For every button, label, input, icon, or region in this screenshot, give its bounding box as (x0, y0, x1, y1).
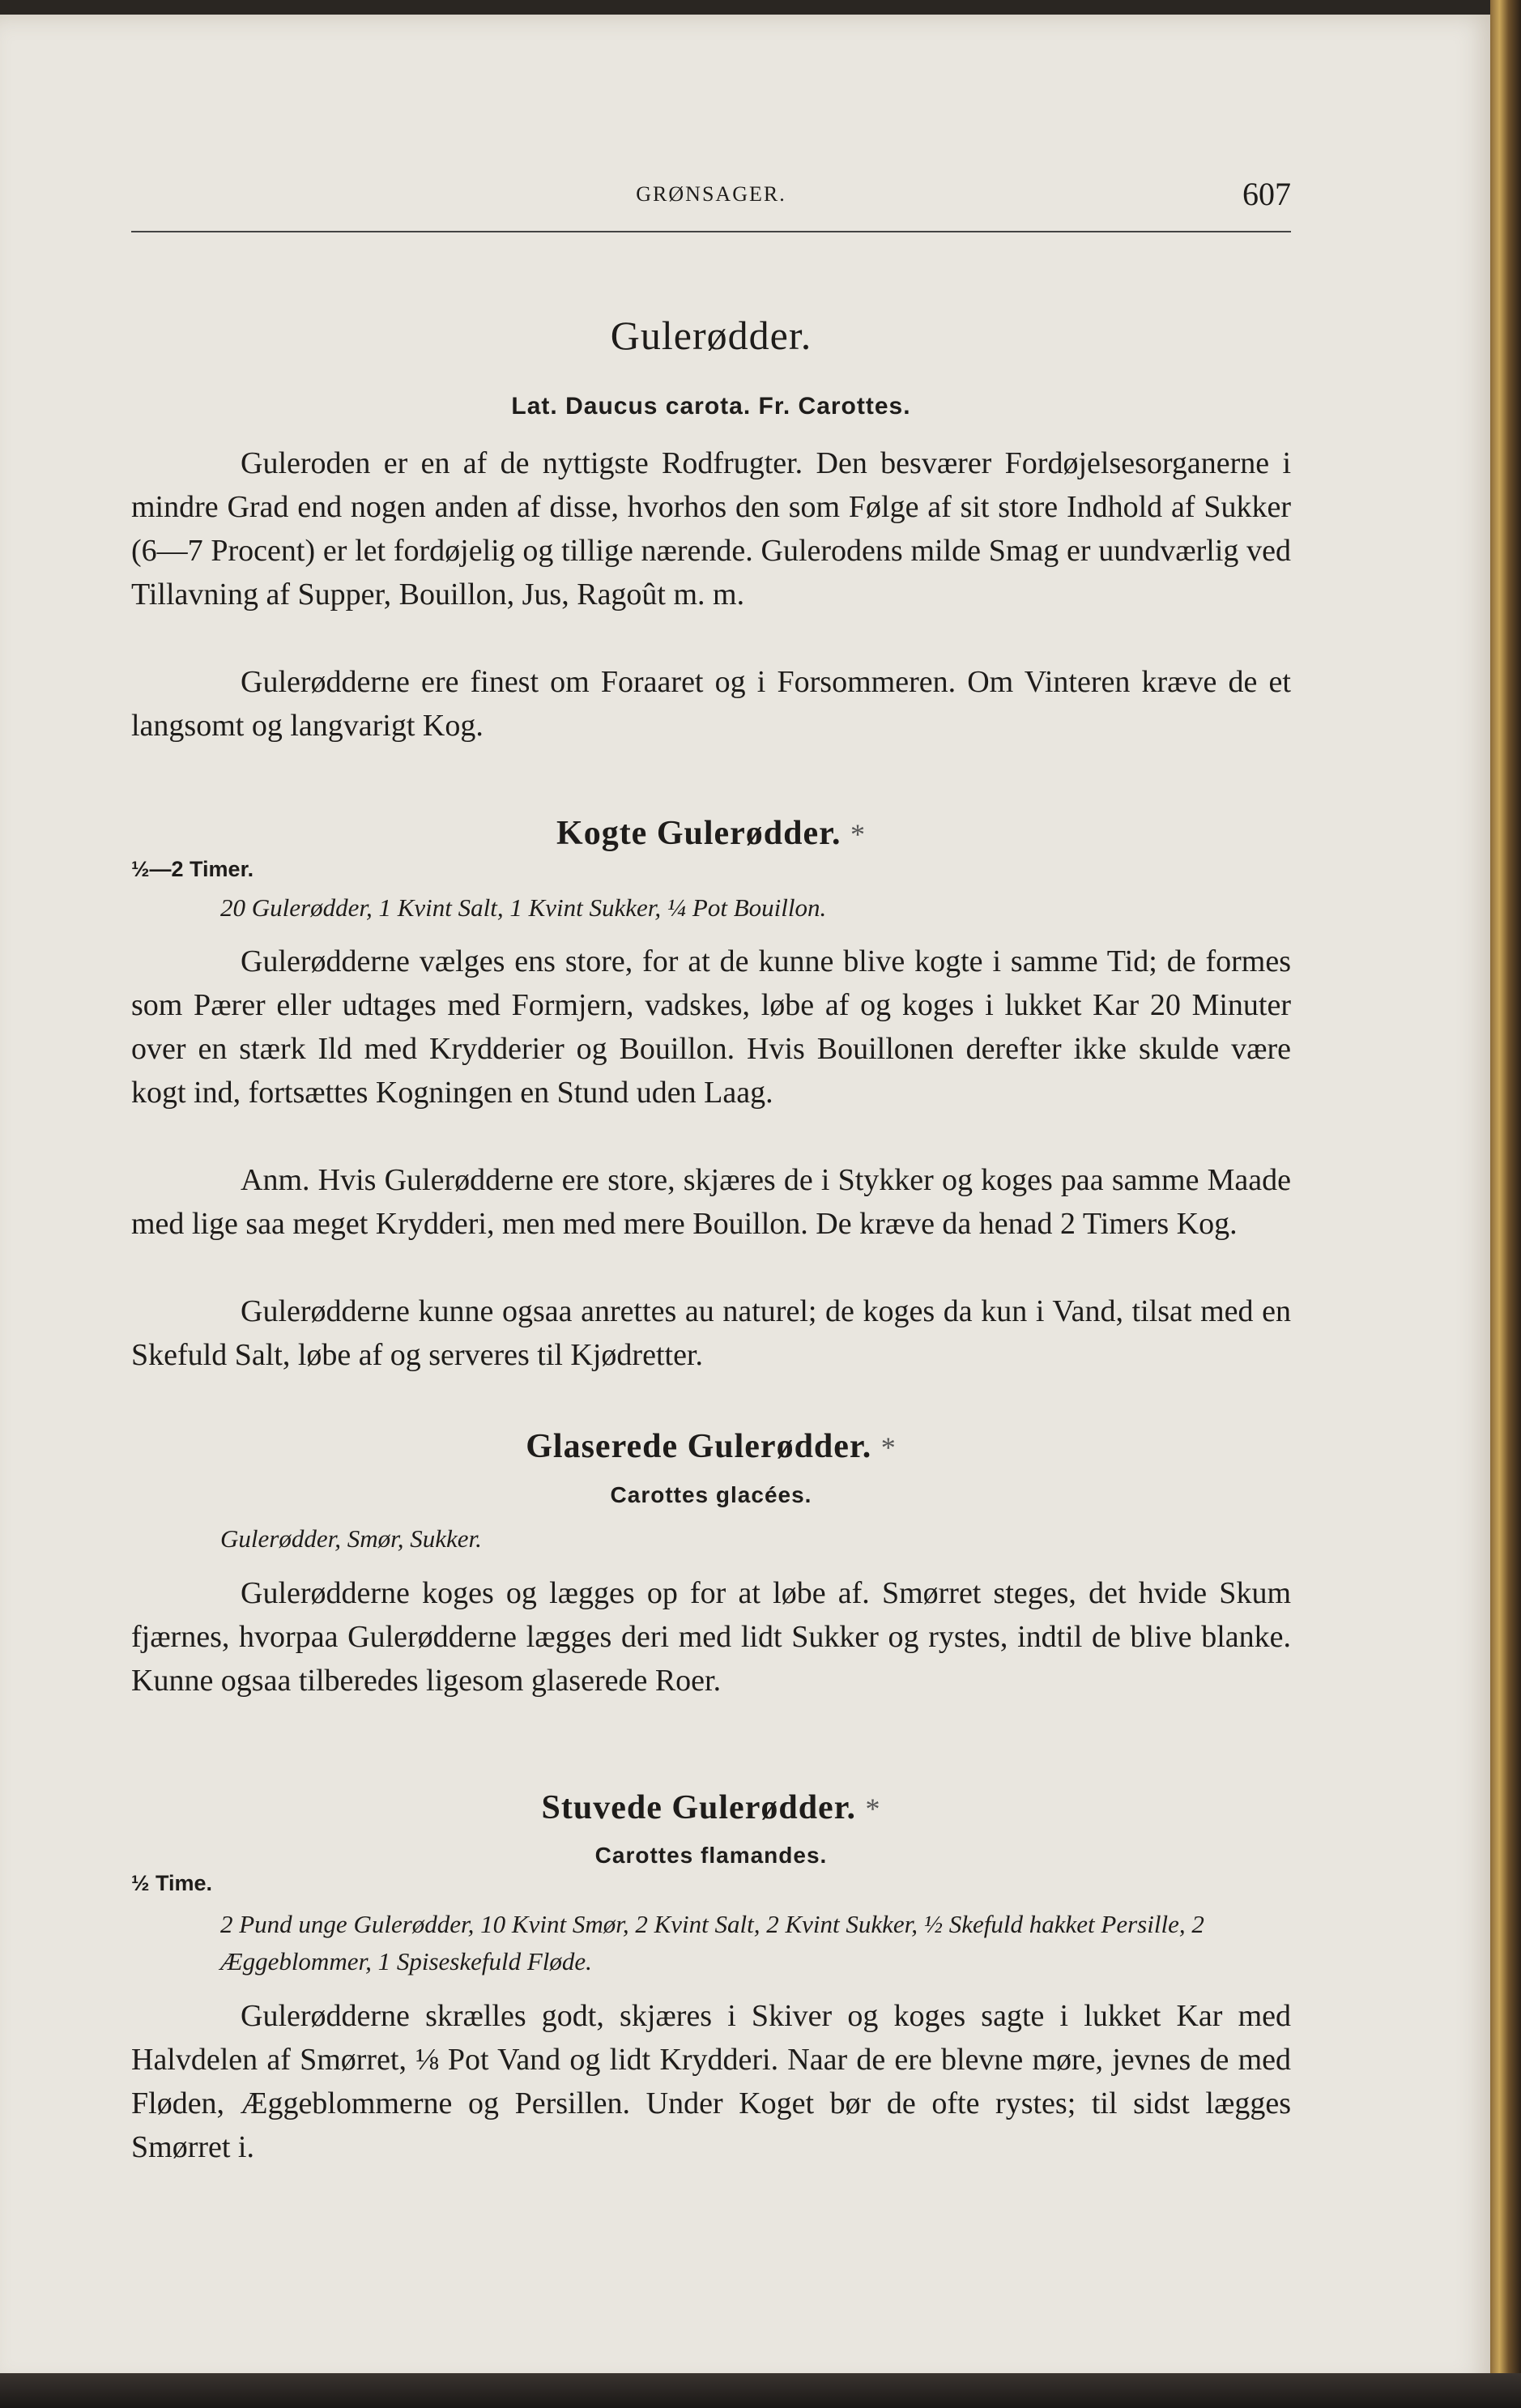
star-mark: * (865, 1792, 881, 1825)
recipe-title-text: Kogte Gulerødder. (556, 815, 841, 852)
header-rule (131, 231, 1291, 232)
recipe-title-text: Glaserede Gulerødder. (526, 1428, 872, 1465)
recipe-time: ½ Time. (131, 1871, 213, 1895)
recipe-paragraph (131, 1571, 1291, 1703)
recipe-time: ½—2 Timer. (131, 857, 254, 881)
recipe-text: Anm. Hvis Gulerødderne ere store, skjæres de i Stykker og koges paa samme Maade med lige saa meget Krydderi, men med mere Bouillon. De kræve da henad 2 Timers Kog. (131, 1163, 1291, 1241)
book-edge-bottom (0, 2373, 1521, 2408)
recipe-text: Gulerødderne koges og lægges op for at løbe af. Smørret steges, det hvide Skum fjærnes, hvorpaa Gulerødderne lægges deri med lidt Sukker og rystes, indtil de blive blanke. Kunne ogsaa tilberedes ligesom glaserede Roer. (131, 1576, 1291, 1698)
recipe-ingredients: 20 Gulerødder, 1 Kvint Salt, 1 Kvint Sukker, ¼ Pot Bouillon. (220, 893, 827, 922)
intro-paragraph (131, 660, 1291, 748)
recipe-title (131, 814, 1291, 853)
intro-paragraph (131, 441, 1291, 616)
recipe-paragraph (131, 1289, 1291, 1377)
page-number: 607 (1242, 176, 1291, 212)
intro-text: Guleroden er en af de nyttigste Rodfrugter. Den besværer Fordøjelsesorganerne i mindre Grad end nogen anden af disse, hvorhos den som Følge af sit store Indhold af Sukker (6—7 Procent) er let fordøjelig og tillige nærende. Gulerodens milde Smag er uundværlig ved Tillavning af Supper, Bouillon, Jus, Ragoût m. m. (131, 446, 1291, 612)
book-edge-right (1490, 0, 1521, 2408)
recipe-title (131, 1788, 1291, 1827)
running-title: GRØNSAGER. (636, 182, 786, 206)
recipe-title-text: Stuvede Gulerødder. (541, 1789, 856, 1826)
recipe-ingredients: 2 Pund unge Gulerødder, 10 Kvint Smør, 2 Kvint Salt, 2 Kvint Sukker, ½ Skefuld hakket Persille, 2 Æggeblommer, 1 Spiseskefuld Fløde. (220, 1910, 1204, 1975)
recipe-subtitle: Carottes glacées. (610, 1482, 812, 1507)
chapter-title: Gulerødder. (610, 313, 812, 358)
recipe-title (131, 1427, 1291, 1466)
star-mark: * (880, 1431, 897, 1464)
latin-name: Lat. Daucus carota. Fr. Carottes. (511, 393, 911, 420)
recipe-text: Gulerødderne vælges ens store, for at de kunne blive kogte i samme Tid; de formes som Pærer eller udtages med Formjern, vadskes, løbe af og koges i lukket Kar 20 Minuter over en stærk Ild med Krydderier og Bouillon. Hvis Bouillonen derefter ikke skulde være kogt ind, fortsættes Kogningen en Stund uden Laag. (131, 944, 1291, 1110)
star-mark: * (850, 818, 866, 850)
recipe-text: Gulerødderne skrælles godt, skjæres i Skiver og koges sagte i lukket Kar med Halvdelen af Smørret, ⅛ Pot Vand og lidt Krydderi. Naar de ere blevne møre, jevnes de med Fløden, Æggeblommerne og Persillen. Under Koget bør de ofte rystes; til sidst lægges Smørret i. (131, 1999, 1291, 2164)
recipe-paragraph (131, 940, 1291, 1114)
recipe-ingredients: Gulerødder, Smør, Sukker. (220, 1524, 482, 1553)
recipe-paragraph (131, 1158, 1291, 1246)
intro-text: Gulerødderne ere finest om Foraaret og i Forsommeren. Om Vinteren kræve de et langsomt og langvarigt Kog. (131, 665, 1291, 743)
recipe-subtitle: Carottes flamandes. (594, 1843, 828, 1868)
recipe-text: Gulerødderne kunne ogsaa anrettes au naturel; de koges da kun i Vand, tilsat med en Skefuld Salt, løbe af og serveres til Kjødretter. (131, 1294, 1291, 1372)
recipe-paragraph (131, 1994, 1291, 2169)
page-header (131, 170, 1291, 219)
